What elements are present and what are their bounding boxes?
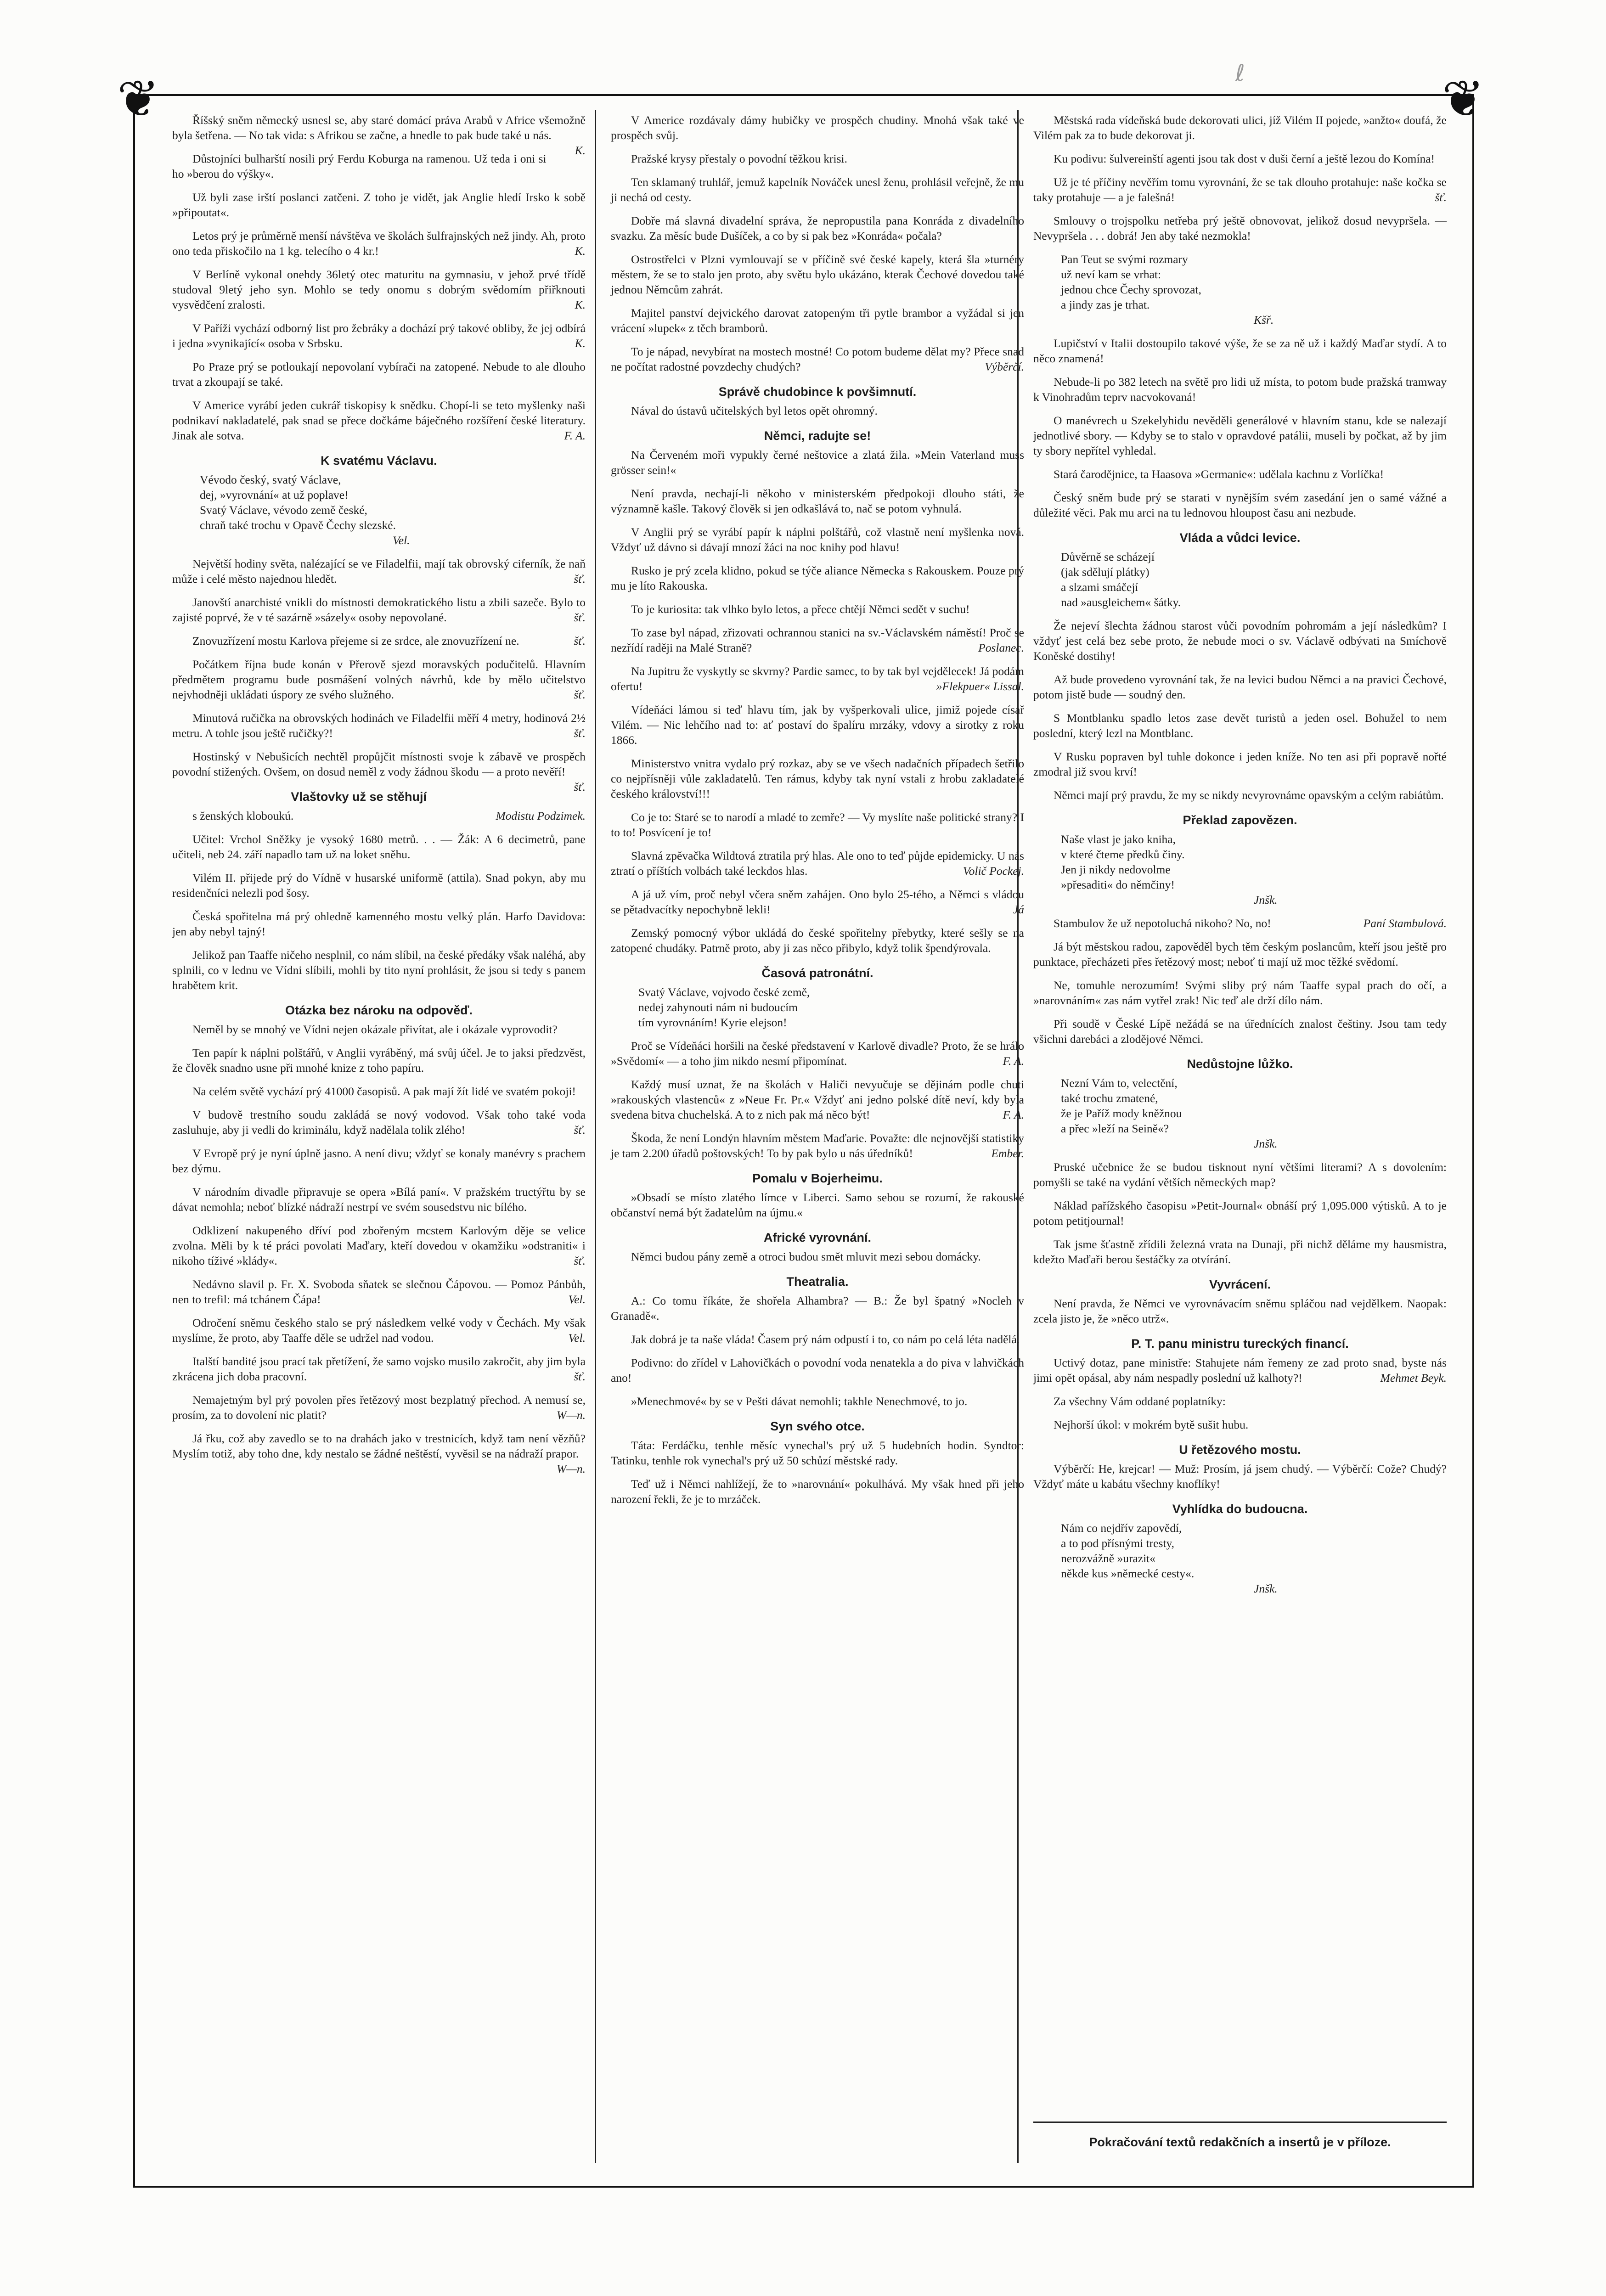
news-paragraph xyxy=(611,524,1024,555)
verse-line: někde kus »německé cesty«. xyxy=(1061,1567,1195,1580)
author-signature: F. A. xyxy=(564,429,586,442)
paragraph-text: Český sněm bude prý se starati v nynějším svém zasedání jen o samé vážné a důležité věci. Pak mu arci na tu lednovou hloupost času ani nezbude. xyxy=(1033,491,1447,519)
paragraph-text: Nedávno slavil p. Fr. X. Svoboda sňatek se slečnou Čápovou. — Pomoz Pánbůh, nen to trefil: má tchánem Čápa! xyxy=(172,1277,586,1306)
author-signature: Výběrčí. xyxy=(985,360,1024,373)
paragraph-text: Učitel: Vrchol Sněžky je vysoký 1680 metrů. . . — Žák: A 6 decimetrů, pane učiteli, neb 24. září napadlo tam už na loket sněhu. xyxy=(172,833,586,861)
right-border xyxy=(1472,94,1474,2188)
article-heading: Vyvrácení. xyxy=(1209,1277,1271,1291)
news-paragraph xyxy=(611,1077,1024,1122)
news-paragraph xyxy=(611,113,1024,143)
news-paragraph xyxy=(611,602,1024,617)
verse-block xyxy=(638,985,1024,1030)
news-paragraph xyxy=(611,756,1024,801)
author-signature: Vel. xyxy=(568,1293,586,1306)
paragraph-text: V Rusku popraven byl tuhle dokonce i jeden kníže. No ten asi při popravě nořté zmodral již svou krví! xyxy=(1033,750,1447,778)
author-signature: »Flekpuer« Lissal. xyxy=(936,680,1024,693)
paragraph-text: A já už vím, proč nebyl včera sněm zahájen. Ono bylo 25-tého, a Němci s vládou se pětadvacítky nepochybně lekli! xyxy=(611,888,1024,916)
news-paragraph xyxy=(1033,1198,1447,1228)
article-heading: K svatému Václavu. xyxy=(321,454,437,467)
news-paragraph xyxy=(172,1022,586,1037)
paragraph-text: Nejhorší úkol: v mokrém bytě sušit hubu. xyxy=(1054,1418,1249,1431)
verse-line: (jak sdělují plátky) xyxy=(1061,565,1150,579)
paragraph-text: Němci mají prý pravdu, že my se nikdy nevyrovnáme opavským a celým rabiátům. xyxy=(1054,788,1444,802)
news-paragraph xyxy=(1033,788,1447,803)
paragraph-text: Němci budou pány země a otroci budou smět mluvit mezi sebou domácky. xyxy=(631,1250,981,1263)
news-paragraph xyxy=(611,1038,1024,1069)
paragraph-text: Teď už i Němci nahlížejí, že to »narovnání« pokulhává. My však hned při jeho narození řekli, že je to mrzáček. xyxy=(611,1477,1024,1506)
news-paragraph xyxy=(611,1131,1024,1161)
column-2 xyxy=(611,113,1024,1515)
paragraph-text: Až bude provedeno vyrovnání tak, že na levici budou Němci a na pravici Čechové, potom jistě bude — soudný den. xyxy=(1033,673,1447,701)
news-paragraph xyxy=(611,447,1024,478)
paragraph-text: Stambulov že už nepotoluchá nikoho? No, no! xyxy=(1054,917,1271,930)
author-signature: K. xyxy=(575,144,586,157)
news-paragraph xyxy=(611,925,1024,956)
news-paragraph xyxy=(1033,978,1447,1008)
paragraph-text: Nemajetným byl prý povolen přes řetězový most bezplatný přechod. A nemusí se, prosím, za to dovolení nic platit? xyxy=(172,1393,586,1422)
paragraph-text: Ku podivu: šulvereinští agenti jsou tak dost v duši černí a ještě lezou do Komína! xyxy=(1054,152,1435,165)
paragraph-text: Ten papír k náplni polštářů, v Anglii vyráběný, má svůj účel. Je to jaksi předzvěst, že člověk snadno usne při mnohé knize z toho papíru. xyxy=(172,1046,586,1075)
verse-block xyxy=(1061,549,1447,610)
news-paragraph xyxy=(172,1315,586,1345)
verse-line: jednou chce Čechy sprovozat, xyxy=(1061,283,1201,296)
news-paragraph xyxy=(1033,1461,1447,1491)
verse-line: Pan Teut se svými rozmary xyxy=(1061,253,1188,266)
news-paragraph xyxy=(172,1184,586,1215)
paragraph-text: Vídeňáci lámou si teď hlavu tím, jak by vyšperkovali ulice, jimiž pojede císař Vilém. — Nic lehčího nad to: ať postaví do špalíru mrzáky, vdovy a sirotky z roku 1866. xyxy=(611,703,1024,747)
news-paragraph xyxy=(1033,1159,1447,1190)
verse-line: Jen ji nikdy nedovolme xyxy=(1061,863,1171,876)
verse-line: Svatý Václave, vojvodo české země, xyxy=(638,985,810,999)
article-heading: Africké vyrovnání. xyxy=(763,1231,872,1244)
news-paragraph xyxy=(611,887,1024,917)
verse-block xyxy=(200,472,586,548)
verse-line: už neví kam se vrhat: xyxy=(1061,268,1161,281)
paragraph-text: Znovuzřízení mostu Karlova přejeme si ze srdce, ale znovuzřízení ne. xyxy=(192,634,519,647)
verse-line: Svatý Václave, vévodo země české, xyxy=(200,503,367,517)
news-paragraph xyxy=(172,267,586,312)
paragraph-text: Vilém II. přijede prý do Vídně v husarské uniformě (attila). Snad pokyn, aby mu residenčníci nelezli pod šosy. xyxy=(172,871,586,900)
news-paragraph xyxy=(172,151,586,181)
author-signature: šť. xyxy=(1435,191,1447,204)
paragraph-text: Majitel panství dejvického darovat zatopeným tři pytle brambor a vyžádal si jen vrácení »lupek« z těch bramborů. xyxy=(611,306,1024,335)
corner-ornament-left: ❦ xyxy=(117,69,160,128)
supplement-note: Pokračování textů redakčních a insertů je v příloze. xyxy=(1089,2135,1391,2149)
top-border xyxy=(133,94,1474,96)
news-paragraph xyxy=(1033,467,1447,482)
verse-line: Vévodo český, svatý Václave, xyxy=(200,473,341,486)
paragraph-text: Ostrostřelci v Plzni vymlouvají se v příčině své české kapely, která šla »turnéry městem, že se to stalo jen proto, aby světu bylo ukázáno, kterak Čechové dovedou také jednou Němcům zahrát. xyxy=(611,253,1024,296)
news-paragraph xyxy=(611,1293,1024,1323)
news-paragraph xyxy=(1033,1296,1447,1326)
news-paragraph xyxy=(172,1045,586,1075)
article-heading: Pomalu v Bojerheimu. xyxy=(752,1171,883,1185)
author-signature: šť. xyxy=(574,611,586,624)
news-paragraph xyxy=(611,252,1024,297)
author-signature: Vel. xyxy=(393,534,410,547)
author-signature: K. xyxy=(575,244,586,258)
paragraph-text: Říšský sněm německý usnesl se, aby staré domácí práva Arabů v Africe všemožně byla šetřena. — No tak vida: s Afrikou se začne, a hnedle to pak bude také u nás. xyxy=(172,113,586,142)
news-paragraph xyxy=(1033,1394,1447,1409)
paragraph-text: Rusko je prý zcela klidno, pokud se týče aliance Německa s Rakouskem. Pouze prý mu je líto Rakouska. xyxy=(611,564,1024,592)
paragraph-text: Náklad pařížského časopisu »Petit-Journal« obnáší prý 1,095.000 výtisků. A to je potom petitjournal! xyxy=(1033,1199,1447,1227)
paragraph-text: Stará čarodějnice, ta Haasova »Germanie«: udělala kachnu z Vorlíčka! xyxy=(1054,467,1384,481)
news-paragraph xyxy=(172,595,586,625)
verse-line: tím vyrovnáním! Kyrie elejson! xyxy=(638,1016,787,1029)
paragraph-text: Slavná zpěvačka Wildtová ztratila prý hlas. Ale ono to teď půjde epidemicky. U nás ztratí o příštích volbách také leckdos hlas. xyxy=(611,849,1024,878)
news-paragraph xyxy=(172,228,586,259)
verse-line: v které čteme předků činy. xyxy=(1061,848,1185,861)
paragraph-text: Není pravda, že Němci ve vyrovnávacím sněmu spláčou nad vejdělkem. Naopak: zcela jisto je, že »něco utrž«. xyxy=(1033,1297,1447,1325)
paragraph-text: Nával do ústavů učitelských byl letos opět ohromný. xyxy=(631,404,878,417)
paragraph-text: Nebude-li po 382 letech na světě pro lidi už místa, to potom bude pražská tramway k Vinohradům teprv nacvokovaná! xyxy=(1033,375,1447,404)
author-signature: F. A. xyxy=(1003,1108,1024,1121)
article-heading: Překlad zapovězen. xyxy=(1183,813,1297,827)
paragraph-text: V Berlíně vykonal onehdy 36letý otec maturitu na gymnasiu, v jehož prvé třídě studoval 9letý jeho syn. Mohlo se tedy onomu s dobrým svědomím přiřknouti vysvědčení zralosti. xyxy=(172,268,586,311)
author-signature: Poslanec. xyxy=(978,641,1024,654)
news-paragraph xyxy=(611,151,1024,166)
news-paragraph xyxy=(172,657,586,702)
news-paragraph xyxy=(172,832,586,862)
news-paragraph xyxy=(172,398,586,443)
news-paragraph xyxy=(611,305,1024,336)
news-paragraph xyxy=(172,1223,586,1268)
news-paragraph xyxy=(172,870,586,900)
paragraph-text: Pruské učebnice že se budou tisknout nyní většími literami? A s dovolením: pomyšli se také na vydání větších německých map? xyxy=(1033,1160,1447,1189)
news-paragraph xyxy=(1033,1355,1447,1385)
verse-line: Nám co nejdřív zapovědí, xyxy=(1061,1521,1182,1535)
news-paragraph xyxy=(172,1277,586,1307)
news-paragraph xyxy=(172,1146,586,1176)
footer-rule xyxy=(1033,2122,1447,2123)
verse-line: Důvěrně se scházejí xyxy=(1061,550,1155,563)
author-signature: šť. xyxy=(574,1123,586,1137)
author-signature: Vel. xyxy=(568,1331,586,1345)
author-signature: W—n. xyxy=(556,1462,586,1475)
left-border xyxy=(133,94,135,2188)
paragraph-text: To je kuriosita: tak vlhko bylo letos, a přece chtějí Němci sedět v suchu! xyxy=(631,602,970,616)
news-paragraph xyxy=(611,1394,1024,1409)
paragraph-text: Italští bandité jsou prací tak přetížení, že samo vojsko musilo zakročit, aby jim byla zkrácena jich doba pracovní. xyxy=(172,1355,586,1383)
article-heading: Časová patronátní. xyxy=(761,966,873,980)
news-paragraph xyxy=(1033,710,1447,741)
author-signature: Ember. xyxy=(991,1147,1024,1160)
news-paragraph xyxy=(172,321,586,351)
news-paragraph xyxy=(1033,749,1447,779)
paragraph-text: To zase byl nápad, zřizovati ochrannou stanici na sv.-Václavském náměstí! Proč se nezřídí raději na Malé Straně? xyxy=(611,626,1024,654)
news-paragraph xyxy=(611,702,1024,748)
paragraph-text: O manévrech u Szekelyhidu nevěděli generálové v hlavním stanu, kde se nalezají jednotlivé sbory. — Kdyby se to stalo v opravdové patálii, museli by počkat, až by jim ty sbory nepřítel vyhledal. xyxy=(1033,414,1447,457)
paragraph-text: Není pravda, nechají-li někoho v ministerském předpokoji dlouho státi, že významně kašle. Takový člověk si jen odkašlává to, nač se potom vyhnulá. xyxy=(611,487,1024,515)
paragraph-text: Neměl by se mnohý ve Vídni nejen okázale přivítat, ale i okázale vyprovodit? xyxy=(192,1023,558,1036)
column-1 xyxy=(172,113,586,1476)
news-paragraph xyxy=(1033,374,1447,405)
author-signature: Kšř. xyxy=(1254,313,1274,326)
article-heading: Vyhlídka do budoucna. xyxy=(1172,1502,1308,1516)
news-paragraph xyxy=(1033,174,1447,205)
paragraph-text: Dobře má slavná divadelní správa, že nepropustila pana Konráda z divadelního svazku. Za měsíc bude Dušíček, a co by si pak bez »Konráda« počala? xyxy=(611,214,1024,242)
verse-line: dej, »vyrovnání« at už poplave! xyxy=(200,488,349,501)
news-paragraph xyxy=(1033,1237,1447,1267)
paragraph-text: Výběrčí: He, krejcar! — Muž: Prosím, já jsem chudý. — Výběrčí: Cože? Chudý? Vždyť máte u kabátu všechny knoflíky! xyxy=(1033,1462,1447,1491)
verse-line: Naše vlast je jako kniha, xyxy=(1061,833,1176,846)
paragraph-text: Lupičství v Italii dostoupilo takové výše, že se za ně už i každý Maďar stydí. A to něco znamená! xyxy=(1033,337,1447,365)
news-paragraph xyxy=(1033,490,1447,520)
paragraph-text: V budově trestního soudu zakládá se nový vodovod. Však toho také voda zasluhuje, aby ji vedli do kriminálu, když nadělala tolik zlého! xyxy=(172,1108,586,1137)
paragraph-text: »Obsadí se místo zlatého límce v Liberci. Samo sebou se rozumí, že rakouské občanství nemá být žadatelům na újmu.« xyxy=(611,1191,1024,1219)
paragraph-text: Důstojníci bulharští nosili prý Ferdu Koburga na ramenou. Už teda i oni si ho »berou do výšky«. xyxy=(172,152,547,180)
news-paragraph xyxy=(1033,618,1447,664)
paragraph-text: Ne, tomuhle nerozumím! Svými sliby prý nám Taaffe sypal prach do očí, a »narovnáním« zas nám vytřel zrak! Nic teď ale drží dílo nám. xyxy=(1033,979,1447,1007)
verse-line: nerozvážně »urazit« xyxy=(1061,1552,1156,1565)
verse-line: nedej zahynouti nám ni budoucím xyxy=(638,1001,798,1014)
news-paragraph xyxy=(611,1438,1024,1468)
news-paragraph xyxy=(172,947,586,993)
news-paragraph xyxy=(611,563,1024,593)
paragraph-text: Ten sklamaný truhlář, jemuž kapelník Nováček unesl ženu, prohlásil veřejně, že mu ji nechá od cesty. xyxy=(611,175,1024,204)
paragraph-text: A.: Co tomu říkáte, že shořela Alhambra? — B.: Že byl špatný »Nocleh v Granadě«. xyxy=(611,1294,1024,1322)
paragraph-text: V národním divadle připravuje se opera »Bílá paní«. V pražském tructýřtu by se dávat nemohla; neboť blízké nádraží nestrpí ve svém sousedstvu nic bílého. xyxy=(172,1185,586,1214)
news-paragraph xyxy=(172,1107,586,1137)
article-heading: Nedůstojne lůžko. xyxy=(1187,1057,1293,1071)
paragraph-text: Městská rada vídeňská bude dekorovati ulici, jíž Vilém II pojede, »anžto« doufá, že Vilém pak za to bude dekorovat ji. xyxy=(1033,113,1447,142)
article-heading: Otázka bez nároku na odpověď. xyxy=(285,1003,473,1017)
paragraph-text: Počátkem října bude konán v Přerově sjezd moravských podučitelů. Hlavním předmětem programu bude posmášení volných návrhů, kde by mělo učitelstvo nejvhodněji ukládati úspory ze svého služného. xyxy=(172,658,586,701)
paragraph-text: Na Jupitru že vyskytly se skvrny? Pardie samec, to by tak byl vejdělecek! Já podám ofertu! xyxy=(611,664,1024,693)
paragraph-text: Jelikož pan Taaffe ničeho nesplnil, co nám slíbil, na české předáky však naléhá, aby splnili, co v lednu ve Vídni slíbili, mohli by tito nyní prohlásit, že jsou si tedy s panem hrabětem krit. xyxy=(172,948,586,992)
verse-line: chraň také trochu v Opavě Čechy slezské. xyxy=(200,518,396,532)
author-signature: K. xyxy=(575,298,586,311)
news-paragraph xyxy=(611,625,1024,655)
news-paragraph xyxy=(1033,413,1447,458)
verse-line: Nezní Vám to, velectění, xyxy=(1061,1076,1178,1090)
news-paragraph xyxy=(611,810,1024,840)
article-heading: Theatralia. xyxy=(786,1275,849,1289)
paragraph-text: V Paříži vychází odborný list pro žebráky a dochází prý takové obliby, že jej odbírá i jedna »vynikající« osoba v Srbsku. xyxy=(172,321,586,350)
news-paragraph xyxy=(172,556,586,586)
bottom-border xyxy=(133,2186,1474,2188)
paragraph-text: Česká spořitelna má prý ohledně kamenného mostu velký plán. Harfo Davidova: jen aby nebyl tajný! xyxy=(172,910,586,938)
paragraph-text: Zemský pomocný výbor ukládá do české spořitelny přebytky, které sešly se na zatopené chudáky. Patrně proto, aby ji zas něco přibylo, když tolik špendýrovala. xyxy=(611,926,1024,955)
news-paragraph xyxy=(611,1355,1024,1385)
news-paragraph xyxy=(172,749,586,793)
paragraph-text: Odročení sněmu českého stalo se prý následkem velké vody v Čechách. My však myslíme, že proto, aby Taaffe děle se udržel nad vodou. xyxy=(172,1316,586,1345)
news-paragraph xyxy=(1033,213,1447,243)
author-signature: Mehmet Beyk. xyxy=(1380,1371,1447,1384)
verse-line: a jindy zas je trhat. xyxy=(1061,298,1150,311)
author-signature: šť. xyxy=(574,1254,586,1267)
paragraph-text: Pražské krysy přestaly o povodní těžkou krisi. xyxy=(631,152,847,165)
paragraph-text: Co je to: Staré se to narodí a mladé to zemře? — Vy myslíte naše politické strany? I to to! Posvícení je to! xyxy=(611,810,1024,839)
news-paragraph xyxy=(611,1249,1024,1264)
paragraph-text: Největší hodiny světa, nalézající se ve Filadelfii, mají tak obrovský ciferník, že naň může i celé město najednou hledět. xyxy=(172,557,586,585)
news-paragraph xyxy=(172,190,586,220)
author-signature: šť. xyxy=(574,688,586,701)
author-signature: Modistu Podzimek. xyxy=(496,809,586,822)
verse-block xyxy=(1061,1520,1447,1596)
news-paragraph xyxy=(611,213,1024,243)
paragraph-text: Už je té příčiny nevěřím tomu vyrovnání, že se tak dlouho protahuje: naše kočka se taky protahuje — a je falešná! xyxy=(1033,175,1447,204)
article-heading: Správě chudobince k povšimnutí. xyxy=(718,385,917,399)
paragraph-text: Za všechny Vám oddané poplatníky: xyxy=(1054,1395,1226,1408)
paragraph-text: Každý musí uznat, že na školách v Haliči nevyučuje se dějinám podle chuti »rakouských vlastenců« z »Neue Fr. Pr.« Vždyť ani jedno polské dítě neví, kdy byla svedena bitva chuchelská. A to z nich pak má něco být! xyxy=(611,1078,1024,1121)
news-paragraph xyxy=(1033,151,1447,166)
news-paragraph xyxy=(172,359,586,389)
verse-block xyxy=(1061,832,1447,907)
news-paragraph xyxy=(1033,113,1447,143)
article-heading: Vlaštovky už se stěhují xyxy=(291,790,427,804)
verse-block xyxy=(1061,252,1447,327)
news-paragraph xyxy=(172,1392,586,1423)
paragraph-text: Hostinský v Nebušicích nechtěl propůjčit místnosti svoje k zábavě ve prospěch povodní stižených. Ovšem, on dosud neměl z vody žádnou škodu — a proto nevěří! xyxy=(172,750,586,778)
paragraph-text: Minutová ručička na obrovských hodinách ve Filadelfii měří 4 metry, hodinová 2½ metru. A tohle jsou ještě ručičky?! xyxy=(172,711,586,740)
author-signature: K. xyxy=(575,337,586,350)
paragraph-text: Po Praze prý se potloukají nepovolaní vybírači na zatopené. Nebude to ale dlouho trvat a zkoupají se také. xyxy=(172,360,586,388)
news-paragraph xyxy=(611,1332,1024,1347)
paragraph-text: s ženských kloboukú. xyxy=(192,809,294,822)
author-signature: F. A. xyxy=(1003,1054,1024,1068)
verse-line: že je Paříž mody kněžnou xyxy=(1061,1107,1182,1120)
paragraph-text: To je nápad, nevybírat na mostech mostné! Co potom budeme dělat my? Přece snad ne počítat radostné povzdechy chudých? xyxy=(611,345,1024,373)
article-heading: P. T. panu ministru tureckých financí. xyxy=(1131,1337,1349,1351)
news-paragraph xyxy=(172,633,586,648)
paragraph-text: S Montblanku spadlo letos zase devět turistů a jeden osel. Bohužel to nem poslední, který lezl na Montblanc. xyxy=(1033,711,1447,740)
news-paragraph xyxy=(172,808,586,823)
paragraph-text: Podivno: do zřídel v Lahovičkách o povodní voda nenatekla a do piva v lahvičkách ano! xyxy=(611,1356,1024,1384)
column-3 xyxy=(1033,113,1447,1604)
news-paragraph xyxy=(611,344,1024,374)
author-signature: šť. xyxy=(574,726,586,740)
author-signature: W—n. xyxy=(556,1408,586,1422)
news-paragraph xyxy=(172,909,586,939)
verse-line: nad »ausgleichem« šátky. xyxy=(1061,596,1181,609)
author-signature: Já xyxy=(1013,903,1024,916)
article-heading: Němci, radujte se! xyxy=(764,429,871,443)
paragraph-text: Janovští anarchisté vnikli do místnosti demokratického listu a zbili sazeče. Bylo to zajisté poprvé, že v té sazárně »sázely« osoby nepovolané. xyxy=(172,596,586,624)
paragraph-text: Táta: Ferdáčku, tenhle měsíc vynechal's prý už 5 hudebních hodin. Syndtor: Tatinku, tenhle rok vynechal's prý už 50 schůzí městské rady. xyxy=(611,1439,1024,1467)
column-rule-1 xyxy=(595,110,596,2163)
news-paragraph xyxy=(1033,672,1447,702)
paragraph-text: Tak jsme šťastně zřídili železná vrata na Dunaji, při nichž děláme my hausmistra, kdežto Maďaři berou šestáčky za otvírání. xyxy=(1033,1238,1447,1266)
news-paragraph xyxy=(1033,1016,1447,1047)
paragraph-text: Na celém světě vychází prý 41000 časopisů. A pak mají žít lidé ve svatém pokoji! xyxy=(192,1085,576,1098)
paragraph-text: Ministerstvo vnitra vydalo prý rozkaz, aby se ve všech nadačních případech šetřilo co nejpřísněji vůle zakladatelů. Ten rámus, kdyby tak nyní vstali z hrobu zakladatelé českého království!!! xyxy=(611,757,1024,800)
news-paragraph xyxy=(172,1431,586,1475)
verse-line: také trochu zmatené, xyxy=(1061,1092,1158,1105)
author-signature: šť. xyxy=(574,572,586,585)
author-signature: Paní Stambulová. xyxy=(1363,917,1447,930)
author-signature: Jnšk. xyxy=(1254,1137,1278,1150)
paragraph-text: Odklizení nakupeného dříví pod zbořeným mcstem Karlovým děje se velice zvolna. Měli by k té práci povolati Maďary, kteří dovedou v okamžiku »odstraniti« i nikoho tíživé »klády«. xyxy=(172,1224,586,1267)
paragraph-text: Škoda, že není Londýn hlavním městem Maďarie. Považte: dle nejnovější statistiky je tam 2.200 úřadů poštovských! To by pak bylo u nás úředníků! xyxy=(611,1131,1024,1160)
paragraph-text: Smlouvy o trojspolku netřeba prý ještě obnovovat, jelikož dosud nevypršela. — Nevypršela . . . dobrá! Jen aby také nezmokla! xyxy=(1033,214,1447,242)
news-paragraph xyxy=(611,486,1024,516)
article-heading: Vláda a vůdci levice. xyxy=(1179,531,1301,545)
paragraph-text: »Menechmové« by se v Pešti dávat nemohli; takhle Nenechmové, to jo. xyxy=(631,1395,968,1408)
paragraph-text: Že nejeví šlechta žádnou starost vůči povodním pohromám a její následkům? I vždyť jest celá bez sebe proto, že nebude moci o sv. Václavě odbývati na Smíchově Koněské dostihy! xyxy=(1033,619,1447,663)
verse-line: »přesaditi« do němčiny! xyxy=(1061,878,1175,891)
author-signature: šť. xyxy=(574,1370,586,1383)
news-paragraph xyxy=(172,1354,586,1384)
author-signature: šť. xyxy=(574,780,586,793)
paragraph-text: Já být městskou radou, zapověděl bych těm českým poslancům, kteří jsou ještě pro punktace, přecházeti přes řetězový most; neboť ti mají už moc těžké svědomí. xyxy=(1033,940,1447,968)
author-signature: Volič Pockej. xyxy=(963,864,1024,878)
article-heading: Syn svého otce. xyxy=(770,1419,865,1433)
paragraph-text: Už byli zase irští poslanci zatčeni. Z toho je vidět, jak Anglie hledí Irsko k sobě »připoutat«. xyxy=(172,191,586,219)
news-paragraph xyxy=(172,1084,586,1099)
news-paragraph xyxy=(1033,336,1447,366)
paragraph-text: V Americe vyrábí jeden cukrář tiskopisy k snědku. Chopí-li se teto myšlenky naši podnikaví nakladatelé, pak snad se přece dočkáme báječného rozšíření české literatury. Jinak ale sotva. xyxy=(172,399,586,442)
news-paragraph xyxy=(611,664,1024,694)
paragraph-text: Proč se Vídeňáci horšili na české představení v Karlově divadle? Proto, že se hrálo »Svědomí« — a toho jim nikdo nesmí připomínat. xyxy=(611,1039,1024,1068)
news-paragraph xyxy=(611,174,1024,205)
paragraph-text: V Anglii prý se vyrábí papír k náplni polštářů, což vlastně není myšlenka nová. Vždyť už dávno si dávají mnozí žáci na noc knihy pod hlavu! xyxy=(611,525,1024,554)
news-paragraph xyxy=(611,403,1024,418)
news-paragraph xyxy=(1033,916,1447,931)
paragraph-text: Na Červeném moři vypukly černé neštovice a zlatá žila. »Mein Vaterland muss grösser sein!« xyxy=(611,448,1024,477)
verse-block xyxy=(1061,1075,1447,1151)
author-signature: Jnšk. xyxy=(1254,1582,1278,1595)
paragraph-text: Letos prý je průměrně menší návštěva ve školách šulfrajnských než jindy. Ah, proto ono teda přiskočilo na 1 kg. telecího o 4 kr.! xyxy=(172,229,586,258)
pencil-mark: ℓ xyxy=(1235,60,1245,86)
paragraph-text: V Evropě prý je nyní úplně jasno. A není divu; vždyť se konaly manévry s prachem bez dýmu. xyxy=(172,1147,586,1175)
paragraph-text: Uctivý dotaz, pane ministře: Stahujete nám řemeny ze zad proto snad, byste nás jimi opět opásal, aby nám nespadly poslední už kalhoty?! xyxy=(1033,1356,1447,1384)
author-signature: šť. xyxy=(574,634,586,647)
paragraph-text: Já řku, což aby zavedlo se to na drahách jako v trestnicích, když tam není vězňů? Myslím totiž, aby toho dne, kdy nestalo se žádné neštěstí, vyvěsil se na nádraží prapor. xyxy=(172,1432,586,1460)
corner-ornament-right: ❦ xyxy=(1442,69,1485,128)
news-paragraph xyxy=(611,1476,1024,1507)
news-paragraph xyxy=(1033,1417,1447,1432)
article-heading: U řetězového mostu. xyxy=(1179,1443,1301,1457)
news-paragraph xyxy=(172,710,586,741)
news-paragraph xyxy=(611,848,1024,878)
author-signature: Jnšk. xyxy=(1254,893,1278,906)
news-paragraph xyxy=(1033,939,1447,969)
news-paragraph xyxy=(172,113,586,157)
verse-line: a slzami smáčejí xyxy=(1061,580,1138,594)
news-paragraph xyxy=(611,1190,1024,1220)
verse-line: a přec »leží na Seině«? xyxy=(1061,1122,1169,1135)
paragraph-text: Jak dobrá je ta naše vláda! Časem prý nám odpustí i to, co nám po celá léta nadělá. xyxy=(631,1333,1020,1346)
paragraph-text: Při soudě v České Lípě nežádá se na úřednících znalost češtiny. Jsou tam tedy všichni darebáci a zlodějové Němci. xyxy=(1033,1017,1447,1046)
verse-line: a to pod přísnými tresty, xyxy=(1061,1536,1174,1550)
paragraph-text: V Americe rozdávaly dámy hubičky ve prospěch chudiny. Mnohá však také ve prospěch svůj. xyxy=(611,113,1024,142)
